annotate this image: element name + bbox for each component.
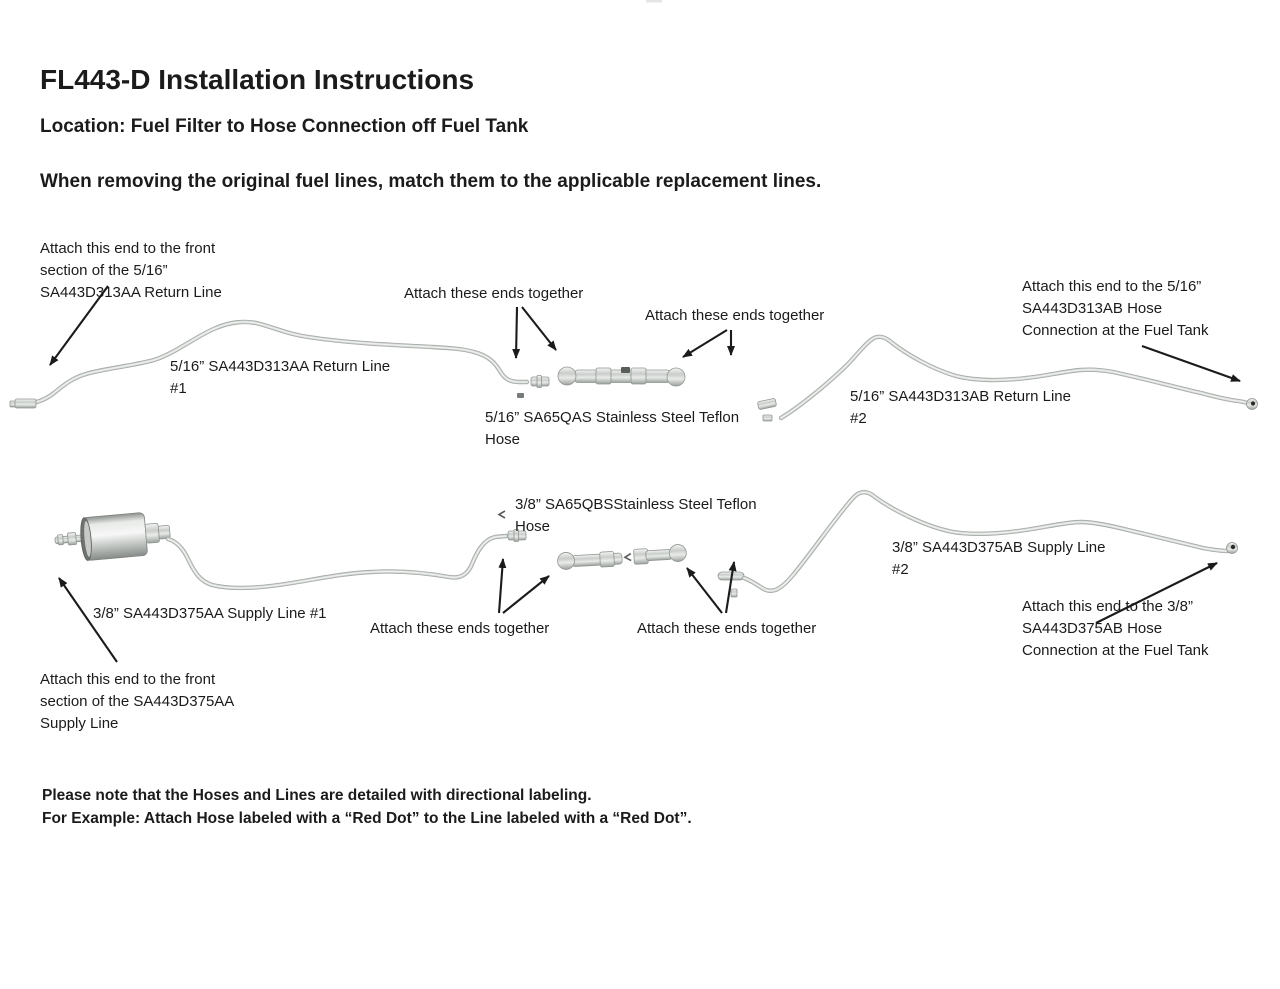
supply-line-1-graphic bbox=[168, 511, 526, 588]
directional-dot bbox=[1251, 401, 1255, 405]
hose-end-cap bbox=[667, 368, 685, 386]
fitting-band bbox=[763, 415, 772, 421]
annotation-arrow bbox=[522, 307, 556, 350]
filter-outlet-nut bbox=[145, 523, 160, 543]
location-subtitle: Location: Fuel Filter to Hose Connection off Fuel Tank bbox=[40, 116, 529, 137]
part-label-line: #1 bbox=[170, 380, 187, 397]
hose-end-cap bbox=[558, 367, 576, 385]
annotation-arrow bbox=[499, 559, 503, 613]
line-end-fitting bbox=[15, 399, 36, 408]
annotation-attach-ends-2: Attach these ends together bbox=[645, 307, 825, 324]
part-label-line: 3/8” SA443D375AB Supply Line bbox=[892, 539, 1106, 556]
annotation-line: SA443D375AB Hose bbox=[1022, 620, 1163, 637]
label-return-line-1 bbox=[170, 356, 390, 400]
annotation-line: SA443D313AA Return Line bbox=[40, 284, 222, 301]
fitting-band bbox=[58, 535, 64, 545]
annotation-attach-tank-return bbox=[1022, 276, 1209, 342]
hose-band bbox=[631, 368, 646, 384]
part-label-line: 5/16” SA443D313AB Return Line bbox=[850, 388, 1071, 405]
fuel-filter-graphic bbox=[53, 510, 171, 563]
annotation-arrow bbox=[726, 562, 734, 613]
annotation-line: section of the SA443D375AA bbox=[40, 693, 235, 710]
annotation-line: Attach this end to the 5/16” bbox=[1022, 278, 1202, 295]
part-label-line: #2 bbox=[850, 410, 867, 427]
footer-note bbox=[42, 784, 692, 830]
annotation-line: Supply Line bbox=[40, 715, 119, 732]
hose-end-cap bbox=[669, 544, 687, 562]
directional-label-mark bbox=[517, 393, 524, 398]
annotation-arrow bbox=[503, 576, 549, 613]
annotation-arrow bbox=[516, 307, 517, 358]
annotation-attach-front-supply bbox=[40, 669, 234, 735]
fitting-band bbox=[537, 376, 542, 388]
annotation-attach-ends-1: Attach these ends together bbox=[404, 285, 584, 302]
annotation-line: section of the 5/16” bbox=[40, 262, 168, 279]
label-hose-qbs bbox=[515, 494, 757, 538]
annotation-line: Connection at the Fuel Tank bbox=[1022, 322, 1209, 339]
label-supply-line-1: 3/8” SA443D375AA Supply Line #1 bbox=[93, 605, 327, 622]
teflon-hose-qbs-graphic bbox=[557, 544, 687, 570]
teflon-hose-qas-graphic bbox=[558, 367, 685, 386]
part-label-line: 5/16” SA443D313AA Return Line bbox=[170, 358, 391, 375]
annotation-line: Attach this end to the front bbox=[40, 671, 216, 688]
hose-band bbox=[596, 368, 611, 384]
part-label-line: 3/8” SA65QBSStainless Steel Teflon bbox=[515, 496, 757, 513]
annotation-arrow bbox=[687, 568, 722, 613]
part-label-line: Hose bbox=[485, 431, 521, 448]
hose-body bbox=[572, 553, 623, 567]
annotation-line: Connection at the Fuel Tank bbox=[1022, 642, 1209, 659]
annotation-attach-front-return bbox=[40, 238, 222, 304]
directional-label-mark bbox=[499, 511, 505, 518]
label-hose-qas bbox=[485, 407, 739, 451]
directional-label-mark bbox=[621, 367, 630, 373]
annotation-line: Attach this end to the 3/8” bbox=[1022, 598, 1193, 615]
annotation-line: SA443D313AB Hose bbox=[1022, 300, 1163, 317]
annotation-arrow bbox=[683, 330, 727, 357]
directional-label-mark bbox=[625, 554, 631, 561]
fitting-band bbox=[67, 532, 76, 545]
annotation-arrow bbox=[1142, 346, 1240, 381]
label-return-line-2 bbox=[850, 386, 1071, 430]
annotation-line: Attach this end to the front bbox=[40, 240, 216, 257]
fitting-band bbox=[731, 589, 737, 597]
hose-end-cap bbox=[557, 552, 575, 570]
part-label-line: Hose bbox=[515, 518, 551, 535]
part-label-line: 5/16” SA65QAS Stainless Steel Teflon bbox=[485, 409, 740, 426]
hose-body bbox=[646, 549, 672, 560]
directional-dot bbox=[1231, 545, 1235, 549]
scan-artifact bbox=[646, 0, 662, 3]
annotation-attach-ends-4: Attach these ends together bbox=[637, 620, 817, 637]
warning-text: When removing the original fuel lines, match them to the applicable replacement lines. bbox=[40, 171, 822, 192]
note-line: For Example: Attach Hose labeled with a “Red Dot” to the Line labeled with a “Red Dot”. bbox=[42, 810, 692, 827]
annotation-attach-ends-3: Attach these ends together bbox=[370, 620, 550, 637]
note-line: Please note that the Hoses and Lines are detailed with directional labeling. bbox=[42, 787, 592, 804]
line-end-fitting bbox=[757, 398, 776, 410]
part-label-line: #2 bbox=[892, 561, 909, 578]
label-supply-line-2 bbox=[892, 537, 1105, 581]
annotation-attach-tank-supply bbox=[1022, 596, 1209, 662]
hose-band bbox=[600, 551, 615, 567]
filter-body bbox=[82, 512, 148, 560]
page-title: FL443-D Installation Instructions bbox=[40, 64, 475, 95]
